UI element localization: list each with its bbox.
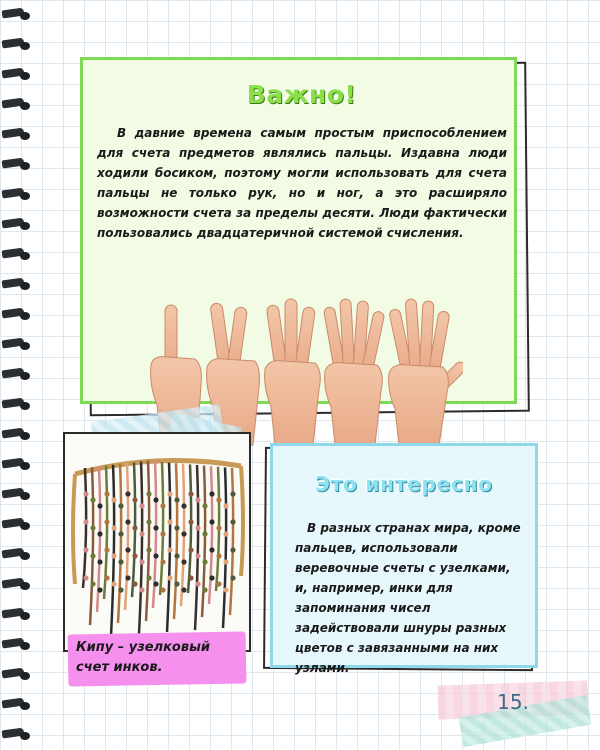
quipu-knot (188, 491, 193, 496)
quipu-knot (118, 503, 123, 508)
quipu-knot (146, 575, 151, 580)
quipu-knot (146, 547, 151, 552)
spiral-ring (2, 336, 36, 350)
spiral-ring (2, 156, 36, 170)
quipu-knot (195, 581, 200, 586)
quipu-knot (125, 575, 130, 580)
quipu-knot (146, 491, 151, 496)
quipu-knot (160, 587, 165, 592)
spiral-ring (2, 216, 36, 230)
quipu-knot (167, 519, 172, 524)
quipu-knot (125, 519, 130, 524)
quipu-knot (160, 503, 165, 508)
quipu-knot (181, 503, 186, 508)
quipu-photo-frame (63, 432, 251, 652)
quipu-knot (90, 553, 95, 558)
quipu-knot (195, 525, 200, 530)
quipu-knot (104, 519, 109, 524)
quipu-knot (160, 559, 165, 564)
quipu-knot (118, 587, 123, 592)
spiral-ring (2, 546, 36, 560)
quipu-knot (202, 503, 207, 508)
quipu-cord (174, 463, 177, 619)
spiral-ring (2, 246, 36, 260)
hand-four-fingers (323, 299, 385, 445)
quipu-cord (209, 466, 212, 604)
quipu-cord (188, 464, 191, 593)
quipu-knot (209, 575, 214, 580)
quipu-knot (132, 497, 137, 502)
quipu-knot (83, 575, 88, 580)
quipu-knot (111, 553, 116, 558)
hand-five-fingers (389, 299, 463, 445)
quipu-caption: Кипу – узелковый счет инков. (76, 640, 210, 675)
spiral-ring (2, 36, 36, 50)
quipu-cord (90, 467, 93, 625)
quipu-knot (153, 525, 158, 530)
spiral-ring (2, 456, 36, 470)
spiral-ring (2, 6, 36, 20)
quipu-cord (230, 468, 233, 615)
quipu-tassel (241, 466, 243, 576)
hand-three-fingers (265, 299, 321, 445)
quipu-cord (83, 468, 86, 588)
quipu-knot (223, 531, 228, 536)
quipu-knot (216, 525, 221, 530)
quipu-knot (209, 547, 214, 552)
quipu-knot (181, 587, 186, 592)
quipu-knot (111, 525, 116, 530)
quipu-knot (90, 497, 95, 502)
quipu-knot (216, 497, 221, 502)
quipu-cord (202, 466, 205, 617)
interesting-text: В разных странах мира, кроме пальцев, использовали веревочные счеты с узелками, и, например, инки для запоминания чисел задействовали шнуры разных цветов с завязанными на них узлами. (295, 521, 521, 675)
quipu-knot (111, 497, 116, 502)
quipu-knot (90, 525, 95, 530)
quipu-knot (90, 581, 95, 586)
spiral-ring (2, 186, 36, 200)
quipu-cord (167, 463, 170, 632)
quipu-knot (181, 531, 186, 536)
spiral-ring (2, 396, 36, 410)
spiral-binding (0, 0, 40, 750)
quipu-knot (139, 559, 144, 564)
quipu-knot (132, 525, 137, 530)
spiral-ring (2, 366, 36, 380)
quipu-knot (230, 519, 235, 524)
quipu-knot (125, 491, 130, 496)
quipu-knot (167, 575, 172, 580)
quipu-photo (65, 434, 249, 650)
quipu-cord (111, 465, 114, 636)
quipu-knot (209, 519, 214, 524)
spiral-ring (2, 66, 36, 80)
page-number: 15. (497, 690, 529, 714)
quipu-knot (83, 519, 88, 524)
quipu-knot (216, 553, 221, 558)
quipu-knot (223, 503, 228, 508)
quipu-cord (195, 465, 198, 630)
quipu-knot (167, 491, 172, 496)
quipu-knot (118, 559, 123, 564)
quipu-knot (202, 531, 207, 536)
spiral-ring (2, 96, 36, 110)
quipu-knot (223, 587, 228, 592)
quipu-knot (230, 575, 235, 580)
spiral-ring (2, 636, 36, 650)
quipu-knot (181, 559, 186, 564)
quipu-knot (104, 547, 109, 552)
quipu-cord (223, 467, 226, 628)
interesting-title: Это интересно (315, 472, 493, 496)
quipu-knot (153, 581, 158, 586)
quipu-knot (97, 531, 102, 536)
quipu-knot (188, 575, 193, 580)
quipu-knot (146, 519, 151, 524)
quipu-cord (125, 463, 128, 610)
quipu-cord (146, 461, 149, 621)
quipu-knot (83, 491, 88, 496)
quipu-knot (104, 491, 109, 496)
quipu-cord (160, 462, 163, 595)
quipu-knot (97, 559, 102, 564)
quipu-knot (174, 525, 179, 530)
quipu-knot (174, 553, 179, 558)
quipu-tassel (73, 474, 75, 584)
quipu-knot (132, 553, 137, 558)
spiral-ring (2, 426, 36, 440)
spiral-ring (2, 576, 36, 590)
quipu-cord (139, 462, 142, 634)
important-card (80, 57, 517, 404)
quipu-knot (202, 587, 207, 592)
quipu-knot (188, 547, 193, 552)
spiral-ring (2, 666, 36, 680)
quipu-knot (139, 503, 144, 508)
quipu-knot (97, 503, 102, 508)
important-text: В давние времена самым простым приспособлением для счета предметов являлись пальцы. Издавна люди ходили босиком, поэтому могли использовать для счета пальцы не только рук, но и ног, а это расширяло возможности счета за пределы десяти. Люди фактически пользовались двадцатеричной системой счисления. (97, 126, 507, 240)
spiral-ring (2, 306, 36, 320)
quipu-knot (153, 497, 158, 502)
spiral-ring (2, 126, 36, 140)
quipu-knot (125, 547, 130, 552)
spiral-ring (2, 486, 36, 500)
quipu-knot (139, 587, 144, 592)
quipu-knot (118, 531, 123, 536)
quipu-knot (195, 553, 200, 558)
quipu-knot (174, 581, 179, 586)
quipu-cord (118, 464, 121, 623)
spiral-ring (2, 606, 36, 620)
spiral-ring (2, 276, 36, 290)
quipu-knot (132, 581, 137, 586)
quipu-knot (230, 491, 235, 496)
important-title: Важно! (246, 80, 357, 109)
interesting-card (270, 443, 538, 675)
quipu-knot (195, 497, 200, 502)
quipu-knot (230, 547, 235, 552)
quipu-knot (216, 581, 221, 586)
quipu-knot (111, 581, 116, 586)
quipu-knot (83, 547, 88, 552)
quipu-knot (174, 497, 179, 502)
quipu-knot (209, 491, 214, 496)
spiral-ring (2, 696, 36, 710)
quipu-knot (202, 559, 207, 564)
quipu-knot (188, 519, 193, 524)
spiral-ring (2, 726, 36, 740)
quipu-knot (139, 531, 144, 536)
quipu-knot (153, 553, 158, 558)
quipu-knot (160, 531, 165, 536)
quipu-knot (104, 575, 109, 580)
quipu-knot (223, 559, 228, 564)
quipu-knot (97, 587, 102, 592)
spiral-ring (2, 516, 36, 530)
quipu-knot (167, 547, 172, 552)
